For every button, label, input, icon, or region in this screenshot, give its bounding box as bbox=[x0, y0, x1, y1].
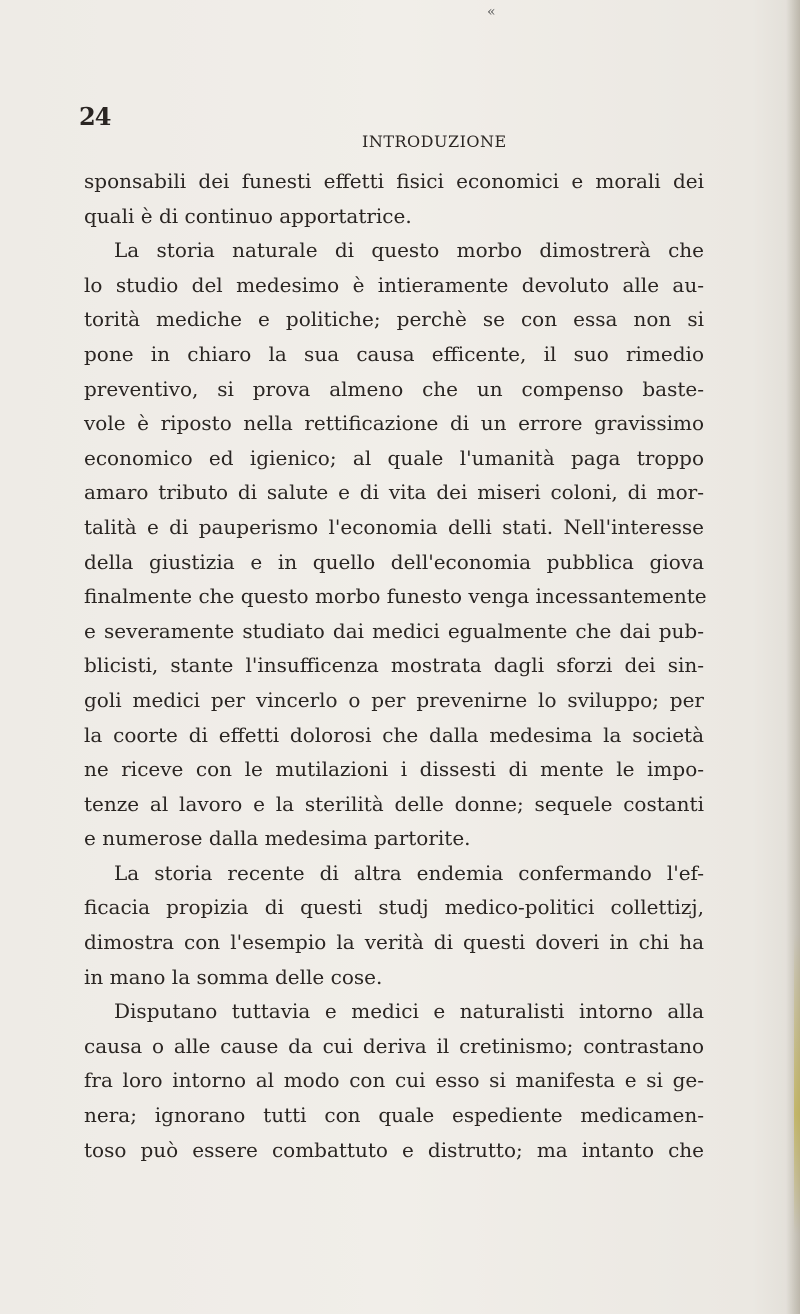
text-line: dimostra con l'esempio la verità di questi doveri in chi ha bbox=[84, 930, 704, 955]
text-line: La storia naturale di questo morbo dimostrerà che bbox=[114, 238, 704, 263]
running-head: INTRODUZIONE bbox=[362, 132, 507, 151]
text-line: talità e di pauperismo l'economia delli stati. Nell'interesse bbox=[84, 514, 704, 539]
text-line: e numerose dalla medesima partorite. bbox=[84, 826, 471, 851]
body-text bbox=[84, 164, 707, 1167]
text-line: Disputano tuttavia e medici e naturalisti intorno alla bbox=[114, 999, 704, 1024]
text-line: toso può essere combattuto e distrutto; ma intanto che bbox=[84, 1137, 704, 1162]
text-line: vole è riposto nella rettificazione di un errore gravissimo bbox=[84, 411, 704, 436]
text-line: ne riceve con le mutilazioni i dissesti di mente le impo- bbox=[84, 757, 704, 782]
text-line: la coorte di effetti dolorosi che dalla medesima la società bbox=[84, 722, 704, 747]
page-edge-stain bbox=[794, 934, 800, 1234]
text-line: amaro tributo di salute e di vita dei miseri coloni, di mor- bbox=[84, 480, 704, 505]
text-line: pone in chiaro la sua causa efficente, il suo rimedio bbox=[84, 341, 704, 366]
text-line: fra loro intorno al modo con cui esso si manifesta e si ge- bbox=[84, 1068, 704, 1093]
text-line: quali è di continuo apportatrice. bbox=[84, 203, 412, 228]
text-line: ficacia propizia di questi studj medico-politici collettizj, bbox=[84, 895, 704, 920]
text-line: nera; ignorano tutti con quale espediente medicamen- bbox=[84, 1103, 704, 1128]
top-mark: « bbox=[487, 4, 496, 20]
text-line: sponsabili dei funesti effetti fisici economici e morali dei bbox=[84, 169, 704, 193]
text-line: in mano la somma delle cose. bbox=[84, 964, 383, 989]
text-line: preventivo, si prova almeno che un compenso baste- bbox=[84, 376, 704, 401]
text-line: blicisti, stante l'insufficenza mostrata dagli sforzi dei sin- bbox=[84, 653, 704, 678]
text-line: La storia recente di altra endemia confermando l'ef- bbox=[114, 860, 704, 885]
text-line: e severamente studiato dai medici egualmente che dai pub- bbox=[84, 618, 704, 643]
page-number: 24 bbox=[79, 102, 111, 131]
text-line: finalmente che questo morbo funesto venga incessantemente bbox=[84, 584, 707, 609]
text-line: della giustizia e in quello dell'economia pubblica giova bbox=[84, 549, 704, 574]
text-line: tenze al lavoro e la sterilità delle donne; sequele costanti bbox=[84, 791, 704, 816]
text-line: goli medici per vincerlo o per prevenirne lo sviluppo; per bbox=[84, 687, 704, 712]
text-line: lo studio del medesimo è intieramente devoluto alle au- bbox=[84, 272, 704, 297]
text-line: causa o alle cause da cui deriva il cretinismo; contrastano bbox=[84, 1033, 704, 1058]
text-line: economico ed igienico; al quale l'umanità paga troppo bbox=[84, 445, 704, 470]
text-line: torità mediche e politiche; perchè se con essa non si bbox=[84, 307, 704, 332]
